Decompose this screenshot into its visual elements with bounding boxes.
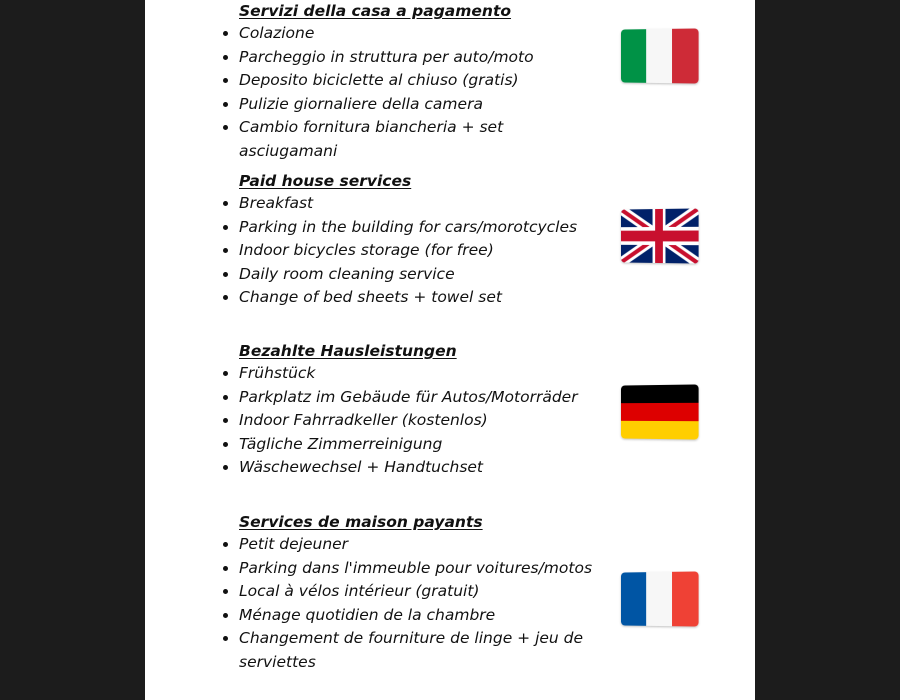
list-item: Ménage quotidien de la chambre [222,604,602,628]
list-item: Pulizie giornaliere della camera [222,93,602,117]
list-item: Local à vélos intérieur (gratuit) [222,580,602,604]
list-item: Frühstück [222,362,602,386]
section-heading: Paid house services [239,172,412,190]
list-item: Indoor bicycles storage (for free) [222,239,602,263]
service-list [222,22,602,163]
list-item: Parcheggio in struttura per auto/moto [222,46,602,70]
section-heading: Servizi della casa a pagamento [239,2,512,20]
list-item: Colazione [222,22,602,46]
service-list [222,362,602,480]
germany-flag-icon [621,384,699,439]
list-item: Changement de fourniture de linge + jeu de serviettes [222,627,602,674]
italy-flag-icon [621,28,699,83]
list-item: Deposito biciclette al chiuso (gratis) [222,69,602,93]
section-italian [222,0,602,163]
list-item: Tägliche Zimmerreinigung [222,433,602,457]
section-german [222,340,602,480]
list-item: Cambio fornitura biancheria + set asciugamani [222,116,602,163]
list-item: Breakfast [222,192,602,216]
section-heading: Services de maison payants [239,513,483,531]
list-item: Indoor Fahrradkeller (kostenlos) [222,409,602,433]
list-item: Change of bed sheets + towel set [222,286,602,310]
list-item: Parking in the building for cars/morotcycles [222,216,602,240]
list-item: Wäschewechsel + Handtuchset [222,456,602,480]
section-french [222,511,602,674]
list-item: Petit dejeuner [222,533,602,557]
uk-flag-icon [621,208,699,263]
section-english [222,170,602,310]
service-list [222,533,602,674]
list-item: Parking dans l'immeuble pour voitures/motos [222,557,602,581]
service-list [222,192,602,310]
france-flag-icon [621,571,699,626]
list-item: Daily room cleaning service [222,263,602,287]
list-item: Parkplatz im Gebäude für Autos/Motorräder [222,386,602,410]
section-heading: Bezahlte Hausleistungen [239,342,457,360]
